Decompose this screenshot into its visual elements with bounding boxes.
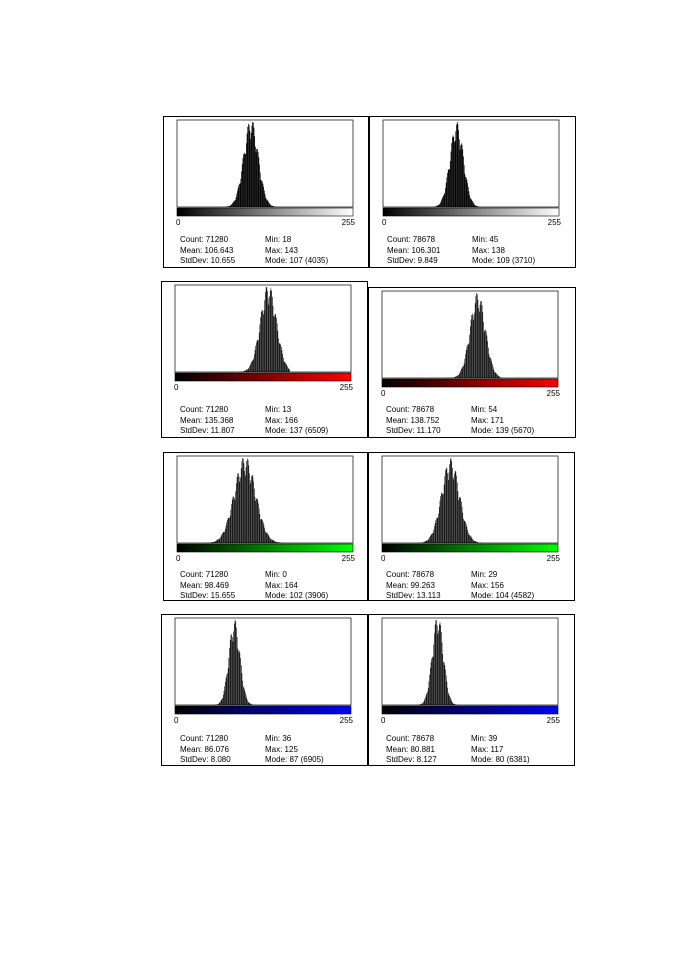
histogram-bin	[259, 165, 260, 207]
histogram-bin	[239, 184, 240, 207]
histogram-bin	[256, 149, 257, 207]
color-ramp	[175, 373, 351, 381]
histogram-bin	[262, 181, 263, 207]
histogram-bin	[250, 139, 251, 207]
histogram-bin	[457, 122, 458, 207]
stat-mode: Mode: 109 (3710)	[472, 256, 536, 265]
x-tick-max: 255	[546, 389, 560, 398]
histogram-bin	[471, 200, 472, 207]
histogram-bin	[237, 191, 238, 207]
histogram-bin	[252, 126, 253, 207]
stat-count: Count: 78678	[386, 570, 435, 579]
histogram-bin	[244, 153, 245, 207]
histogram-bin	[460, 145, 461, 207]
histogram-bin	[478, 206, 479, 207]
stat-stddev: StdDev: 11.170	[386, 426, 441, 435]
histogram-svg	[369, 453, 576, 563]
color-ramp	[175, 706, 351, 714]
histogram-bin	[249, 131, 250, 207]
histogram-svg	[370, 117, 577, 227]
histogram-bin	[443, 196, 444, 207]
histogram-bin	[247, 127, 248, 207]
histogram-bin	[440, 202, 441, 207]
histogram-panel-green-right	[368, 452, 575, 601]
stat-stddev: StdDev: 8.080	[180, 755, 231, 764]
histogram-bin	[243, 154, 244, 207]
histogram-bin	[475, 205, 476, 207]
histogram-bin	[261, 180, 262, 207]
stat-min: Min: 54	[471, 405, 498, 414]
histogram-panel-green-left	[163, 452, 368, 601]
histogram-bin	[247, 134, 248, 207]
histogram-panel-gray-left	[163, 116, 369, 268]
stat-stddev: StdDev: 11.807	[180, 426, 235, 435]
stat-min: Min: 18	[265, 235, 292, 244]
stat-mode: Mode: 87 (6905)	[265, 755, 324, 764]
histogram-svg	[162, 282, 369, 397]
histogram-bin	[459, 139, 460, 207]
color-ramp	[177, 208, 353, 216]
histogram-bin	[441, 201, 442, 207]
stat-stddev: StdDev: 8.127	[386, 755, 437, 764]
stat-count: Count: 78678	[386, 734, 435, 743]
histogram-bin	[233, 202, 234, 207]
histogram-bin	[232, 204, 233, 207]
histogram-bin	[254, 128, 255, 207]
histogram-bin	[444, 193, 445, 207]
stat-stddev: StdDev: 15.655	[180, 591, 236, 600]
histogram-svg	[164, 453, 369, 563]
x-tick-max: 255	[341, 218, 355, 227]
histogram-bin	[235, 200, 236, 207]
histogram-bin	[460, 150, 461, 207]
x-tick-max: 255	[339, 383, 353, 392]
histogram-bin	[263, 187, 264, 207]
plot-frame	[177, 120, 353, 207]
histogram-bin	[267, 200, 268, 207]
stat-max: Max: 143	[265, 245, 298, 255]
x-tick-min: 0	[382, 218, 387, 227]
stat-min: Min: 13	[265, 405, 292, 414]
plot-frame	[175, 285, 351, 372]
histogram-bin	[452, 138, 453, 208]
stat-max: Max: 164	[265, 580, 298, 590]
histogram-bin	[266, 199, 267, 207]
histogram-bin	[450, 161, 451, 207]
stat-mode: Mode: 104 (4582)	[471, 591, 535, 600]
histogram-bin	[446, 183, 447, 207]
histogram-bin	[467, 180, 468, 207]
x-tick-max: 255	[341, 554, 355, 563]
histogram-bin	[438, 205, 439, 207]
histogram-bin	[230, 206, 231, 207]
histogram-bin	[455, 141, 456, 207]
histogram-bin	[437, 206, 438, 207]
plot-frame	[177, 456, 353, 543]
histogram-bin	[456, 125, 457, 207]
stat-max: Max: 117	[471, 744, 504, 754]
plot-frame	[383, 120, 559, 207]
histogram-bin	[248, 124, 249, 207]
x-tick-min: 0	[174, 716, 179, 725]
histogram-bin	[435, 206, 436, 207]
histogram-bin	[236, 197, 237, 207]
color-ramp	[382, 544, 558, 552]
histogram-bin	[448, 170, 449, 207]
histogram-bin	[227, 206, 228, 207]
plot-frame	[382, 456, 558, 543]
histogram-bin	[469, 191, 470, 207]
histogram-bin	[438, 205, 439, 207]
histogram-bin	[263, 184, 264, 207]
histogram-bin	[249, 125, 250, 207]
color-ramp	[383, 208, 559, 216]
x-tick-max: 255	[339, 716, 353, 725]
x-tick-min: 0	[381, 389, 386, 398]
histogram-bin	[442, 199, 443, 207]
histogram-bin	[234, 201, 235, 207]
histogram-bin	[472, 201, 473, 207]
histogram-bin	[473, 202, 474, 207]
stat-stddev: StdDev: 9.849	[387, 256, 438, 265]
stat-max: Max: 166	[265, 415, 298, 425]
histogram-bin	[267, 201, 268, 207]
histogram-bin	[453, 135, 454, 207]
histogram-bin	[440, 204, 441, 207]
histogram-bin	[454, 142, 455, 207]
histogram-bin	[265, 194, 266, 207]
histogram-bin	[240, 183, 241, 207]
histogram-bin	[255, 147, 256, 207]
histogram-bin	[449, 169, 450, 207]
histogram-panel-blue-left	[161, 614, 368, 766]
stat-mode: Mode: 139 (5670)	[471, 426, 535, 435]
histogram-bin	[251, 133, 252, 207]
x-tick-min: 0	[381, 554, 386, 563]
histogram-bin	[253, 123, 254, 207]
histogram-bin	[466, 178, 467, 207]
histogram-bin	[232, 203, 233, 207]
histogram-bin	[270, 205, 271, 207]
plot-frame	[382, 618, 558, 705]
x-tick-min: 0	[176, 218, 181, 227]
histogram-bin	[238, 185, 239, 207]
histogram-bin	[464, 174, 465, 207]
stat-mean: Mean: 135.368	[180, 415, 234, 425]
histogram-bin	[465, 177, 466, 207]
stat-stddev: StdDev: 13.113	[386, 591, 441, 600]
histogram-bin	[476, 206, 477, 207]
x-tick-max: 255	[546, 716, 560, 725]
histogram-svg	[162, 615, 369, 727]
histogram-bin	[468, 187, 469, 207]
histogram-panel-blue-right	[368, 614, 575, 766]
stat-min: Min: 39	[471, 734, 498, 743]
stat-max: Max: 138	[472, 245, 505, 255]
histogram-panel-red-left	[161, 281, 368, 438]
histogram-svg	[369, 615, 576, 727]
histogram-bin	[258, 152, 259, 207]
plot-frame	[382, 291, 558, 378]
histogram-panel-red-right	[368, 287, 576, 438]
histogram-bin	[229, 206, 230, 207]
color-ramp	[177, 544, 353, 552]
histogram-bin	[245, 154, 246, 207]
histogram-bin	[449, 169, 450, 207]
color-ramp	[382, 706, 558, 714]
histogram-bin	[439, 205, 440, 207]
histogram-bin	[458, 124, 459, 207]
histogram-bin	[462, 145, 463, 207]
x-tick-max: 255	[547, 218, 561, 227]
histogram-bin	[229, 206, 230, 207]
stat-count: Count: 78678	[386, 405, 435, 414]
stat-min: Min: 0	[265, 570, 287, 579]
histogram-bin	[246, 143, 247, 207]
histogram-bin	[256, 152, 257, 207]
stat-mean: Mean: 99.263	[386, 580, 435, 590]
histogram-bin	[243, 158, 244, 207]
stat-mean: Mean: 106.643	[180, 245, 234, 255]
histogram-bin	[477, 206, 478, 207]
histogram-bin	[462, 149, 463, 207]
histogram-bin	[458, 130, 459, 207]
stat-min: Min: 29	[471, 570, 498, 579]
histogram-bin	[455, 131, 456, 207]
histogram-bin	[469, 195, 470, 207]
histogram-bin	[473, 204, 474, 208]
histogram-bin	[241, 179, 242, 207]
histogram-svg	[164, 117, 370, 227]
histogram-bin	[271, 205, 272, 207]
histogram-bin	[272, 206, 273, 207]
stat-count: Count: 71280	[180, 734, 229, 743]
histogram-bin	[252, 122, 253, 207]
histogram-bin	[269, 204, 270, 207]
stat-max: Max: 125	[265, 744, 298, 754]
histogram-bin	[264, 191, 265, 207]
histogram-bin	[236, 194, 237, 207]
stat-mean: Mean: 80.881	[386, 744, 435, 754]
histogram-bin	[258, 157, 259, 207]
stat-mode: Mode: 137 (6509)	[265, 426, 329, 435]
histogram-bin	[474, 205, 475, 207]
histogram-bin	[461, 143, 462, 207]
x-tick-min: 0	[381, 716, 386, 725]
histogram-bin	[265, 198, 266, 207]
histogram-bin	[242, 164, 243, 207]
histogram-bin	[445, 188, 446, 207]
histogram-bin	[467, 183, 468, 207]
histogram-panel-gray-right	[369, 116, 576, 268]
histogram-bin	[261, 180, 262, 207]
stat-max: Max: 171	[471, 415, 504, 425]
histogram-svg	[369, 288, 577, 398]
stat-mean: Mean: 98.469	[180, 580, 229, 590]
stat-count: Count: 78678	[387, 235, 436, 244]
stat-max: Max: 156	[471, 580, 504, 590]
histogram-bin	[464, 165, 465, 207]
plot-frame	[175, 618, 351, 705]
histogram-bin	[451, 143, 452, 207]
stat-min: Min: 45	[472, 235, 499, 244]
histogram-bin	[453, 137, 454, 207]
stat-count: Count: 71280	[180, 405, 229, 414]
histogram-bin	[260, 172, 261, 207]
stat-mean: Mean: 106.301	[387, 245, 441, 255]
histogram-bin	[234, 201, 235, 207]
histogram-bin	[447, 177, 448, 207]
histogram-bin	[254, 136, 255, 207]
histogram-bin	[272, 206, 273, 207]
stat-min: Min: 36	[265, 734, 292, 743]
histogram-bin	[231, 205, 232, 207]
histogram-bin	[471, 199, 472, 207]
histogram-bin	[470, 198, 471, 207]
histogram-bin	[257, 149, 258, 207]
histogram-bin	[475, 206, 476, 207]
histogram-bin	[273, 206, 274, 207]
histogram-bin	[238, 188, 239, 207]
stat-mode: Mode: 80 (6381)	[471, 755, 530, 764]
histogram-bin	[442, 197, 443, 207]
histogram-bin	[268, 202, 269, 207]
color-ramp	[382, 379, 558, 387]
stat-count: Count: 71280	[180, 235, 229, 244]
histogram-bin	[451, 151, 452, 207]
histogram-bin	[463, 156, 464, 207]
histogram-bin	[447, 173, 448, 207]
stat-mode: Mode: 102 (3906)	[265, 591, 329, 600]
stat-stddev: StdDev: 10.655	[180, 256, 236, 265]
stat-count: Count: 71280	[180, 570, 229, 579]
histogram-bin	[269, 203, 270, 207]
histogram-bin	[274, 206, 275, 207]
stat-mean: Mean: 86.076	[180, 744, 229, 754]
histogram-bin	[444, 194, 445, 207]
histogram-bin	[245, 154, 246, 207]
stat-mean: Mean: 138.752	[386, 415, 440, 425]
x-tick-max: 255	[546, 554, 560, 563]
stat-mode: Mode: 107 (4035)	[265, 256, 329, 265]
histogram-bin	[228, 206, 229, 207]
x-tick-min: 0	[174, 383, 179, 392]
x-tick-min: 0	[176, 554, 181, 563]
histogram-bin	[241, 171, 242, 207]
histogram-bin	[436, 206, 437, 207]
